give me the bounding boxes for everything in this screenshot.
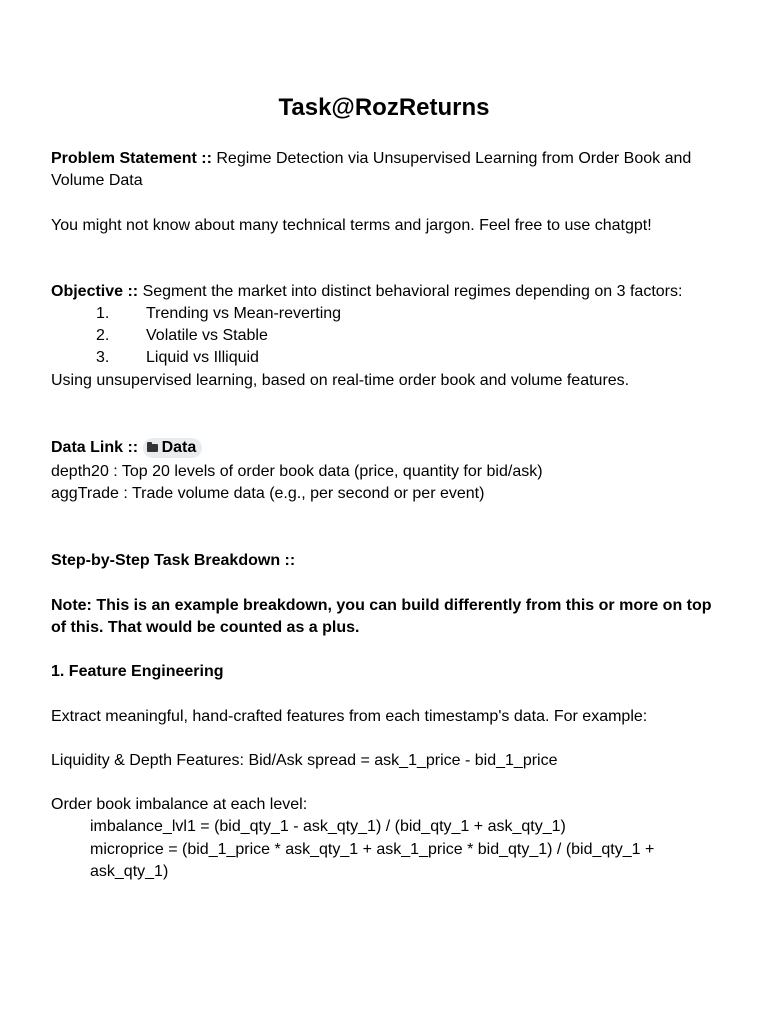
list-item [51, 347, 721, 369]
list-item-number: 1. [96, 305, 110, 322]
objective-label: Objective :: [51, 283, 139, 300]
chatgpt-note: You might not know about many technical terms and jargon. Feel free to use chatgpt! [51, 217, 652, 234]
list-item-text: Liquid vs Illiquid [146, 349, 259, 366]
liquidity-features-text: Liquidity & Depth Features: Bid/Ask spread = ask_1_price - bid_1_price [51, 752, 558, 769]
feature-engineering-heading: 1. Feature Engineering [51, 663, 224, 680]
breakdown-heading: Step-by-Step Task Breakdown :: [51, 552, 296, 569]
problem-statement [51, 148, 721, 192]
list-item-text: Volatile vs Stable [146, 327, 268, 344]
objective-method: Using unsupervised learning, based on real-time order book and volume features. [51, 372, 630, 389]
aggtrade-description: aggTrade : Trade volume data (e.g., per second or per event) [51, 485, 485, 502]
list-item [51, 325, 721, 347]
data-link-chip-label: Data [161, 439, 197, 456]
objective [51, 281, 721, 303]
list-item-text: Trending vs Mean-reverting [146, 305, 342, 322]
example-note: Note: This is an example breakdown, you can build differently from this or more on top of this. That would be counted as a plus. [51, 597, 712, 636]
depth20-description: depth20 : Top 20 levels of order book data (price, quantity for bid/ask) [51, 463, 543, 480]
extract-features-text: Extract meaningful, hand-crafted features from each timestamp's data. For example: [51, 708, 648, 725]
document-title: Task@RozReturns [278, 94, 490, 121]
list-item-number: 2. [96, 327, 110, 344]
list-item [51, 303, 721, 325]
problem-statement-text: Regime Detection via Unsupervised Learning from Order Book and Volume Data [51, 150, 692, 189]
problem-statement-label: Problem Statement :: [51, 150, 212, 167]
data-link [51, 437, 721, 459]
microprice-formula: microprice = (bid_1_price * ask_qty_1 + ask_1_price * bid_qty_1) / (bid_qty_1 + ask_qty_1) [90, 841, 655, 880]
data-link-chip[interactable] [143, 438, 203, 458]
list-item-number: 3. [96, 349, 110, 366]
objective-text: Segment the market into distinct behavioral regimes depending on 3 factors: [138, 283, 683, 300]
data-link-label: Data Link :: [51, 439, 139, 456]
folder-icon [147, 444, 158, 452]
imbalance-formula: imbalance_lvl1 = (bid_qty_1 - ask_qty_1) / (bid_qty_1 + ask_qty_1) [90, 818, 566, 835]
imbalance-heading: Order book imbalance at each level: [51, 796, 308, 813]
